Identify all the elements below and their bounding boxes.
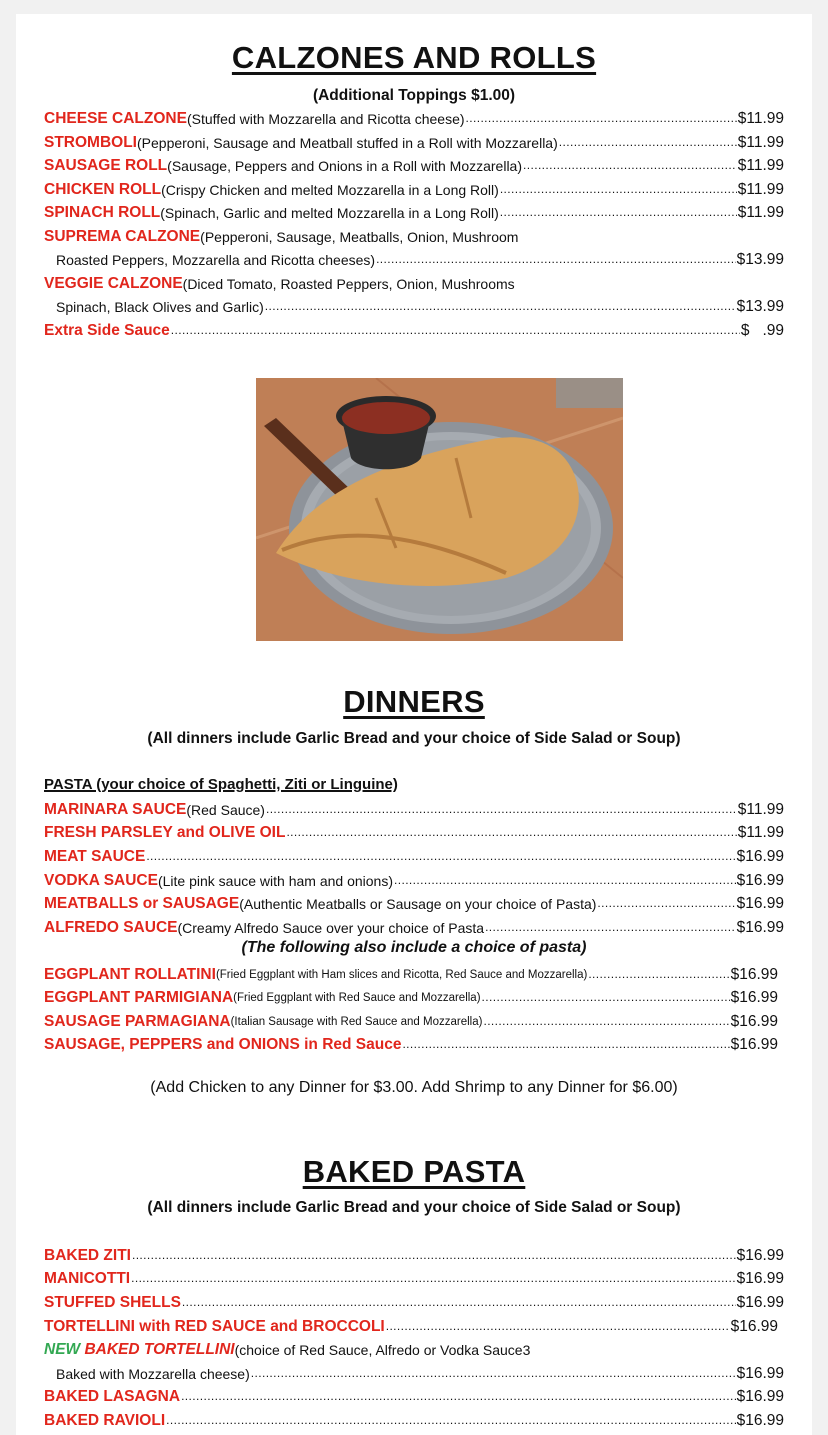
menu-item-stromboli <box>44 130 784 152</box>
menu-item-veggie-calzone-cont <box>56 294 784 316</box>
item-desc: (Stuffed with Mozzarella and Ricotta cheese) <box>186 111 465 127</box>
menu-item-manicotti <box>44 1266 784 1288</box>
baked-subtitle: (All dinners include Garlic Bread and your choice of Side Salad or Soup) <box>147 1199 681 1216</box>
menu-item-meatballs-sausage <box>44 891 784 913</box>
menu-item-sausage-parmagiana <box>44 1009 778 1031</box>
item-price: $11.99 <box>737 134 784 151</box>
leader-dots <box>171 322 740 340</box>
leader-dots <box>482 989 730 1007</box>
menu-item-sausage-roll <box>44 153 784 175</box>
item-desc: (Pepperoni, Sausage and Meatball stuffed in a Roll with Mozzarella) <box>137 135 558 151</box>
leader-dots <box>597 895 735 913</box>
item-name: MEAT SAUCE <box>44 848 146 865</box>
menu-item-meat-sauce <box>44 844 784 866</box>
item-desc: (Fried Eggplant with Red Sauce and Mozzarella) <box>233 992 481 1004</box>
item-price: $16.99 <box>736 895 784 912</box>
menu-item-eggplant-rollatini <box>44 962 778 984</box>
item-name: SAUSAGE ROLL <box>44 157 168 174</box>
leader-dots <box>132 1247 736 1265</box>
menu-item-baked-ravioli <box>44 1408 784 1430</box>
menu-item-sausage-peppers-onions <box>44 1032 778 1054</box>
item-name: SPINACH ROLL <box>44 204 161 221</box>
menu-item-spinach-roll <box>44 200 784 222</box>
item-name: ALFREDO SAUCE <box>44 919 178 936</box>
item-price: $11.99 <box>737 110 784 127</box>
item-price: $16.99 <box>730 1318 778 1335</box>
item-name: FRESH PARSLEY and OLIVE OIL <box>44 824 286 841</box>
addon-note: (Add Chicken to any Dinner for $3.00. Add Shrimp to any Dinner for $6.00) <box>150 1079 678 1096</box>
baked-title: BAKED PASTA <box>302 1154 526 1189</box>
leader-dots <box>286 824 736 842</box>
menu-item-baked-tortellini <box>44 1337 784 1359</box>
item-name: SAUSAGE PARMAGIANA <box>44 1013 231 1030</box>
leader-dots <box>466 110 737 128</box>
leader-dots <box>376 251 736 269</box>
following-note: (The following also include a choice of pasta) <box>241 939 587 956</box>
menu-item-baked-ziti <box>44 1243 784 1265</box>
menu-item-veggie-calzone <box>44 271 784 293</box>
menu-item-parsley-olive-oil <box>44 820 784 842</box>
item-desc: Roasted Peppers, Mozzarella and Ricotta cheeses) <box>56 252 376 268</box>
menu-item-tortellini-broccoli <box>44 1314 778 1336</box>
item-desc: (Creamy Alfredo Sauce over your choice of Pasta <box>177 920 485 936</box>
item-name: EGGPLANT ROLLATINI <box>44 966 216 983</box>
item-name: EGGPLANT PARMIGIANA <box>44 989 234 1006</box>
leader-dots <box>266 801 737 819</box>
leader-dots <box>146 848 735 866</box>
item-name: MEATBALLS or SAUSAGE <box>44 895 240 912</box>
leader-dots <box>251 1365 736 1383</box>
item-price: $16.99 <box>730 966 778 983</box>
item-desc: (Diced Tomato, Roasted Peppers, Onion, Mushrooms <box>182 276 515 292</box>
item-price: $13.99 <box>736 251 784 268</box>
item-desc: (Red Sauce) <box>186 802 265 818</box>
item-price: $13.99 <box>736 298 784 315</box>
menu-item-baked-tortellini-cont <box>56 1361 784 1383</box>
item-desc: (Crispy Chicken and melted Mozzarella in a Long Roll) <box>161 182 499 198</box>
item-price: $16.99 <box>736 1365 784 1382</box>
item-price: $16.99 <box>736 1247 784 1264</box>
calzone-illustration <box>256 378 623 641</box>
item-desc: (Authentic Meatballs or Sausage on your choice of Pasta) <box>239 896 597 912</box>
menu-item-stuffed-shells <box>44 1290 784 1312</box>
leader-dots <box>485 919 736 937</box>
item-desc: (choice of Red Sauce, Alfredo or Vodka Sauce3 <box>234 1342 531 1358</box>
item-name: BAKED TORTELLINI <box>80 1341 235 1358</box>
item-price: $16.99 <box>736 872 784 889</box>
item-name: Extra Side Sauce <box>44 322 170 339</box>
item-price: $16.99 <box>736 1412 784 1429</box>
item-desc: (Italian Sausage with Red Sauce and Mozzarella) <box>230 1016 483 1028</box>
leader-dots <box>500 204 737 222</box>
leader-dots <box>386 1318 730 1336</box>
item-price: $11.99 <box>737 181 784 198</box>
item-desc: (Spinach, Garlic and melted Mozzarella in a Long Roll) <box>160 205 499 221</box>
calzones-title: CALZONES AND ROLLS <box>231 40 597 75</box>
item-name: CHEESE CALZONE <box>44 110 187 127</box>
leader-dots <box>483 1013 729 1031</box>
item-price: $16.99 <box>736 1388 784 1405</box>
item-name: STROMBOLI <box>44 134 137 151</box>
item-price: $16.99 <box>736 919 784 936</box>
menu-item-cheese-calzone <box>44 106 784 128</box>
menu-item-marinara <box>44 797 784 819</box>
item-price: $16.99 <box>736 1294 784 1311</box>
item-desc: (Pepperoni, Sausage, Meatballs, Onion, Mushroom <box>200 229 519 245</box>
item-name: MARINARA SAUCE <box>44 801 187 818</box>
item-desc: Spinach, Black Olives and Garlic) <box>56 299 264 315</box>
item-desc: (Lite pink sauce with ham and onions) <box>157 873 393 889</box>
leader-dots <box>500 181 737 199</box>
new-label: NEW <box>44 1341 81 1358</box>
item-price: $11.99 <box>737 801 784 818</box>
leader-dots <box>182 1294 736 1312</box>
leader-dots <box>394 872 736 890</box>
item-desc: (Fried Eggplant with Ham slices and Ricotta, Red Sauce and Mozzarella) <box>215 969 588 981</box>
item-price: $16.99 <box>730 989 778 1006</box>
item-price: $11.99 <box>737 204 784 221</box>
leader-dots <box>402 1036 729 1054</box>
leader-dots <box>559 134 737 152</box>
item-price: $16.99 <box>736 848 784 865</box>
menu-item-eggplant-parmigiana <box>44 985 778 1007</box>
item-name: SAUSAGE, PEPPERS and ONIONS in Red Sauce <box>44 1036 402 1053</box>
leader-dots <box>131 1270 735 1288</box>
item-price: $16.99 <box>730 1013 778 1030</box>
menu-item-baked-lasagna <box>44 1384 784 1406</box>
item-name: BAKED ZITI <box>44 1247 131 1264</box>
calzones-subtitle: (Additional Toppings $1.00) <box>312 87 516 104</box>
pasta-label: PASTA (your choice of Spaghetti, Ziti or Linguine) <box>44 776 398 793</box>
item-name: BAKED RAVIOLI <box>44 1412 166 1429</box>
item-name: BAKED LASAGNA <box>44 1388 181 1405</box>
menu-item-extra-side-sauce <box>44 318 784 340</box>
item-price: $16.99 <box>736 1270 784 1287</box>
dinners-subtitle: (All dinners include Garlic Bread and your choice of Side Salad or Soup) <box>147 730 681 747</box>
item-desc: Baked with Mozzarella cheese) <box>56 1366 250 1382</box>
item-name: CHICKEN ROLL <box>44 181 162 198</box>
calzone-photo <box>256 378 623 641</box>
item-name: TORTELLINI with RED SAUCE and BROCCOLI <box>44 1318 385 1335</box>
leader-dots <box>588 966 729 984</box>
item-price: $16.99 <box>730 1036 778 1053</box>
menu-item-suprema-calzone <box>44 224 784 246</box>
menu-item-vodka-sauce <box>44 868 784 890</box>
item-price: $ .99 <box>740 322 784 339</box>
menu-item-alfredo-sauce <box>44 915 784 937</box>
item-name: VEGGIE CALZONE <box>44 275 183 292</box>
item-desc: (Sausage, Peppers and Onions in a Roll with Mozzarella) <box>167 158 523 174</box>
item-name: VODKA SAUCE <box>44 872 158 889</box>
dinners-title: DINNERS <box>343 684 485 719</box>
item-price: $11.99 <box>737 824 784 841</box>
item-name: MANICOTTI <box>44 1270 131 1287</box>
item-name: SUPREMA CALZONE <box>44 228 201 245</box>
item-price: $11.99 <box>737 157 784 174</box>
leader-dots <box>265 298 736 316</box>
item-name: STUFFED SHELLS <box>44 1294 181 1311</box>
menu-item-chicken-roll <box>44 177 784 199</box>
leader-dots <box>166 1412 735 1430</box>
leader-dots <box>523 157 737 175</box>
leader-dots <box>181 1388 736 1406</box>
menu-item-suprema-calzone-cont <box>56 247 784 269</box>
